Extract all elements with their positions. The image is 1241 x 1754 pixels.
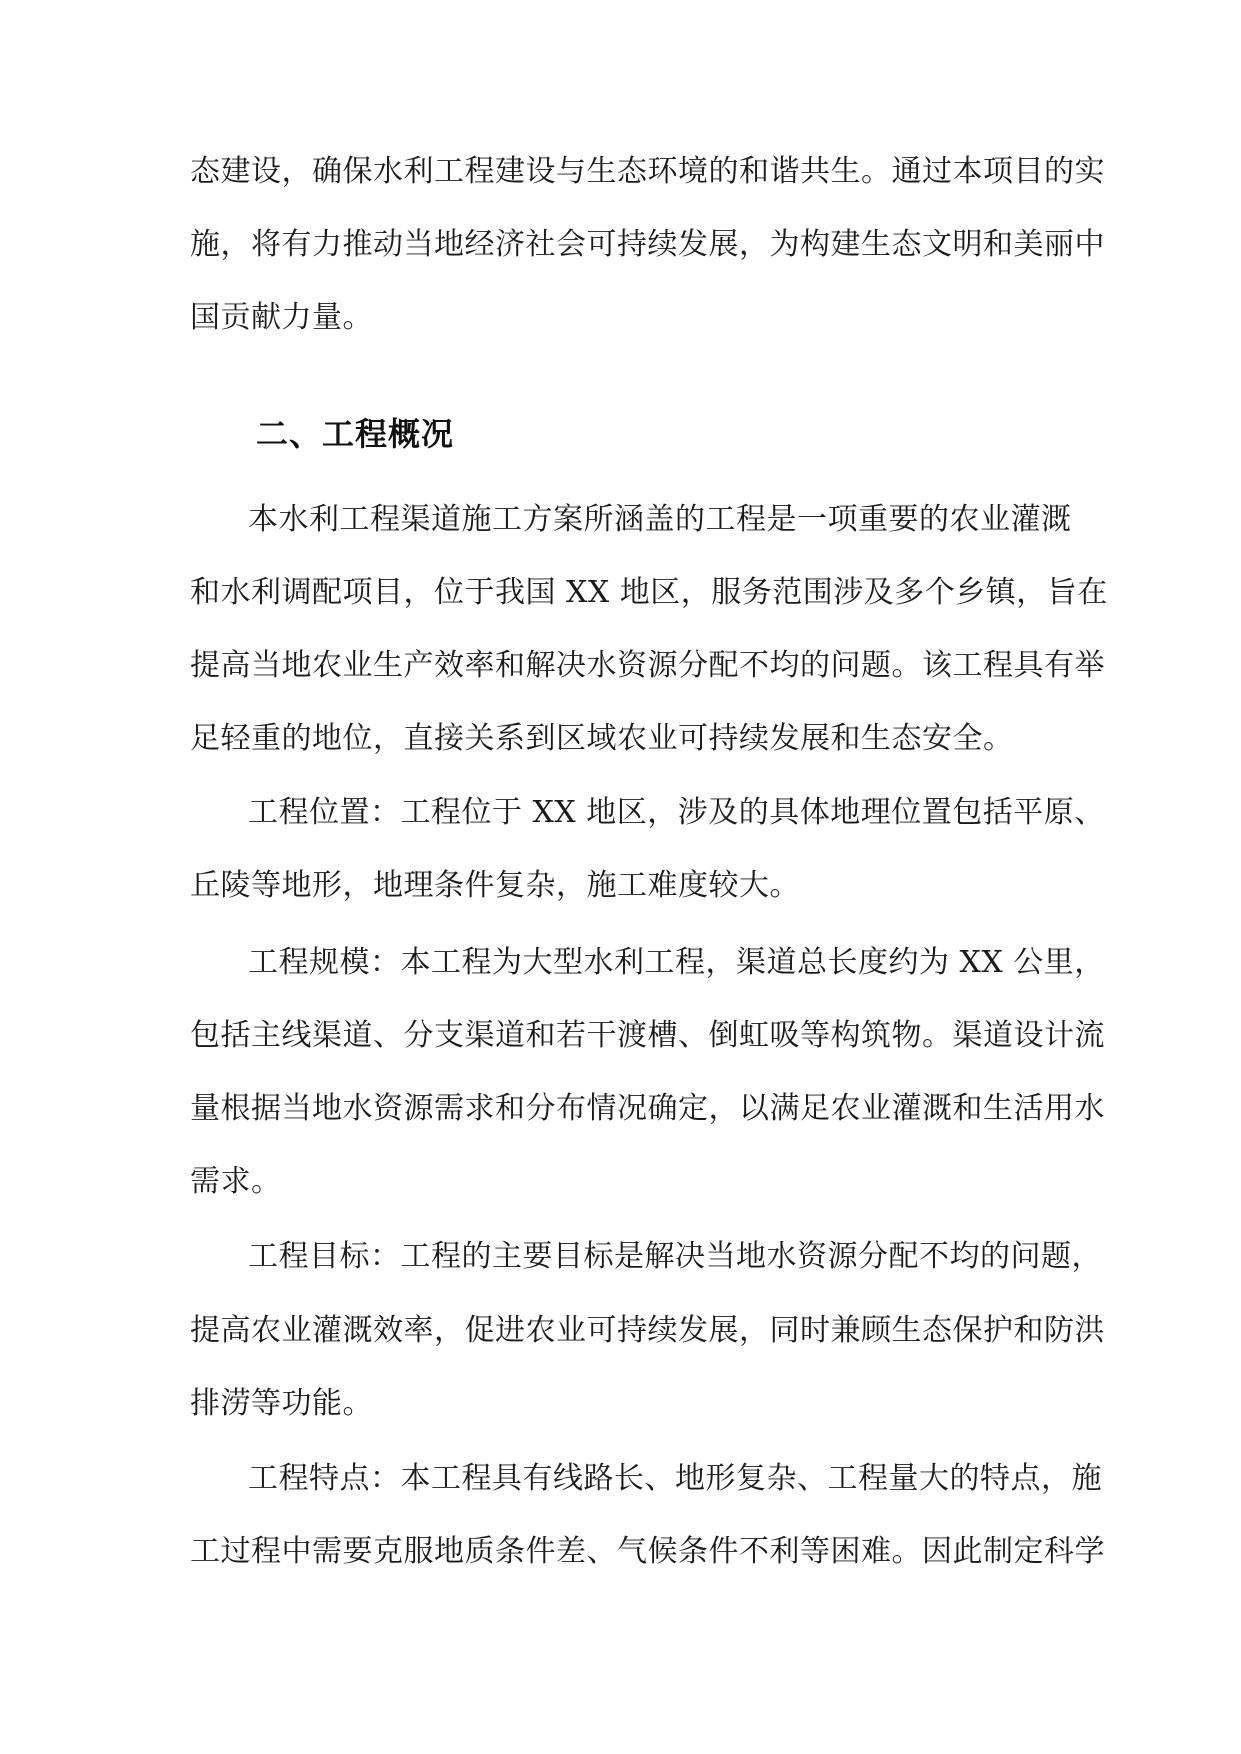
intro-line: 施，将有力推动当地经济社会可持续发展，为构建生态文明和美丽中 <box>190 227 1105 262</box>
paragraph-line: 足轻重的地位，直接关系到区域农业可持续发展和生态安全。 <box>190 721 1014 756</box>
paragraph-line: 工程特点：本工程具有线路长、地形复杂、工程量大的特点，施 <box>248 1461 1102 1496</box>
paragraph-line: 工程规模：本工程为大型水利工程，渠道总长度约为 XX 公里， <box>248 945 1105 980</box>
paragraph-line: 工程目标：工程的主要目标是解决当地水资源分配不均的问题， <box>248 1239 1102 1274</box>
paragraph-line: 包括主线渠道、分支渠道和若干渡槽、倒虹吸等构筑物。渠道设计流 <box>190 1018 1105 1053</box>
paragraph-line: 丘陵等地形，地理条件复杂，施工难度较大。 <box>190 868 800 903</box>
intro-line: 国贡献力量。 <box>190 300 373 335</box>
paragraph-line: 量根据当地水资源需求和分布情况确定，以满足农业灌溉和生活用水 <box>190 1091 1105 1126</box>
paragraph-line: 提高当地农业生产效率和解决水资源分配不均的问题。该工程具有举 <box>190 648 1105 683</box>
paragraph-line: 排涝等功能。 <box>190 1386 373 1421</box>
paragraph-line: 工过程中需要克服地质条件差、气候条件不利等困难。因此制定科学 <box>190 1534 1105 1569</box>
paragraph-line: 需求。 <box>190 1164 282 1199</box>
paragraph-line: 本水利工程渠道施工方案所涵盖的工程是一项重要的农业灌溉 <box>248 502 1072 537</box>
paragraph-line: 提高农业灌溉效率，促进农业可持续发展，同时兼顾生态保护和防洪 <box>190 1313 1105 1348</box>
paragraph-line: 和水利调配项目，位于我国 XX 地区，服务范围涉及多个乡镇，旨在 <box>190 575 1108 610</box>
intro-line: 态建设，确保水利工程建设与生态环境的和谐共生。通过本项目的实 <box>190 154 1105 189</box>
section-heading: 二、工程概况 <box>256 415 455 453</box>
paragraph-line: 工程位置：工程位于 XX 地区，涉及的具体地理位置包括平原、 <box>248 795 1105 830</box>
